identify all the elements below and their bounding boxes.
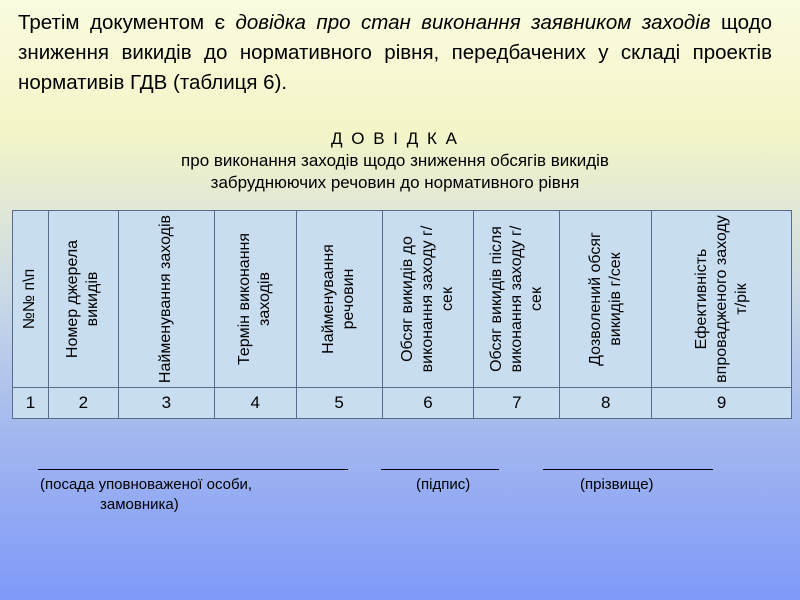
header-cell xyxy=(560,211,652,388)
header-term: Термін виконання заходів xyxy=(236,232,274,366)
header-after: Обсяг викидів після виконання заходу г/сек xyxy=(487,225,545,373)
heading-subtitle-1: про виконання заходів щодо зниження обсягів викидів xyxy=(181,151,609,170)
header-cell xyxy=(118,211,214,388)
header-cell xyxy=(48,211,118,388)
number-cell: 3 xyxy=(118,388,214,419)
surname-label: (прізвище) xyxy=(580,476,654,493)
heading-title: Д О В І Д К А xyxy=(331,129,459,148)
header-allowed: Дозволений обсяг викидів г/сек xyxy=(586,232,624,366)
reference-table xyxy=(12,210,792,419)
position-signature-line xyxy=(38,469,348,470)
number-cell: 9 xyxy=(652,388,792,419)
header-cell xyxy=(382,211,474,388)
sign-signature-line xyxy=(381,469,499,470)
number-cell: 2 xyxy=(48,388,118,419)
header-cell xyxy=(13,211,49,388)
number-cell: 4 xyxy=(214,388,296,419)
position-label-2: замовника) xyxy=(100,496,179,513)
header-cell xyxy=(296,211,382,388)
intro-paragraph xyxy=(18,8,772,98)
heading-subtitle-2: забруднюючих речовин до нормативного рівня xyxy=(210,173,580,192)
header-before: Обсяг викидів до виконання заходу г/сек xyxy=(398,225,456,373)
surname-signature-line xyxy=(543,469,713,470)
table-header-row xyxy=(13,211,792,388)
table-number-row xyxy=(13,388,792,419)
header-source: Номер джерела викидів xyxy=(64,239,102,359)
number-cell: 5 xyxy=(296,388,382,419)
sign-label: (підпис) xyxy=(416,476,471,493)
number-cell: 8 xyxy=(560,388,652,419)
intro-emphasis: довідка про стан виконання заявником заходів xyxy=(235,11,711,34)
header-cell xyxy=(652,211,792,388)
intro-text-2: щодо зниження викидів до нормативного рівня, передбачених у складі проектів нормативів ГДВ (таблиця 6). xyxy=(18,11,772,94)
header-measures: Найменування заходів xyxy=(157,214,175,384)
header-efficiency: Ефективність впровадженого заходу т/рік xyxy=(692,215,750,383)
header-cell xyxy=(474,211,560,388)
number-cell: 6 xyxy=(382,388,474,419)
number-cell: 1 xyxy=(13,388,49,419)
position-label-1: (посада уповноваженої особи, xyxy=(40,476,253,493)
intro-text-1: Третім документом є xyxy=(18,11,236,34)
header-number: №№ п\п xyxy=(21,268,39,330)
header-substances: Найменування речовин xyxy=(320,244,358,354)
number-cell: 7 xyxy=(474,388,560,419)
header-cell xyxy=(214,211,296,388)
document-heading xyxy=(0,128,790,194)
